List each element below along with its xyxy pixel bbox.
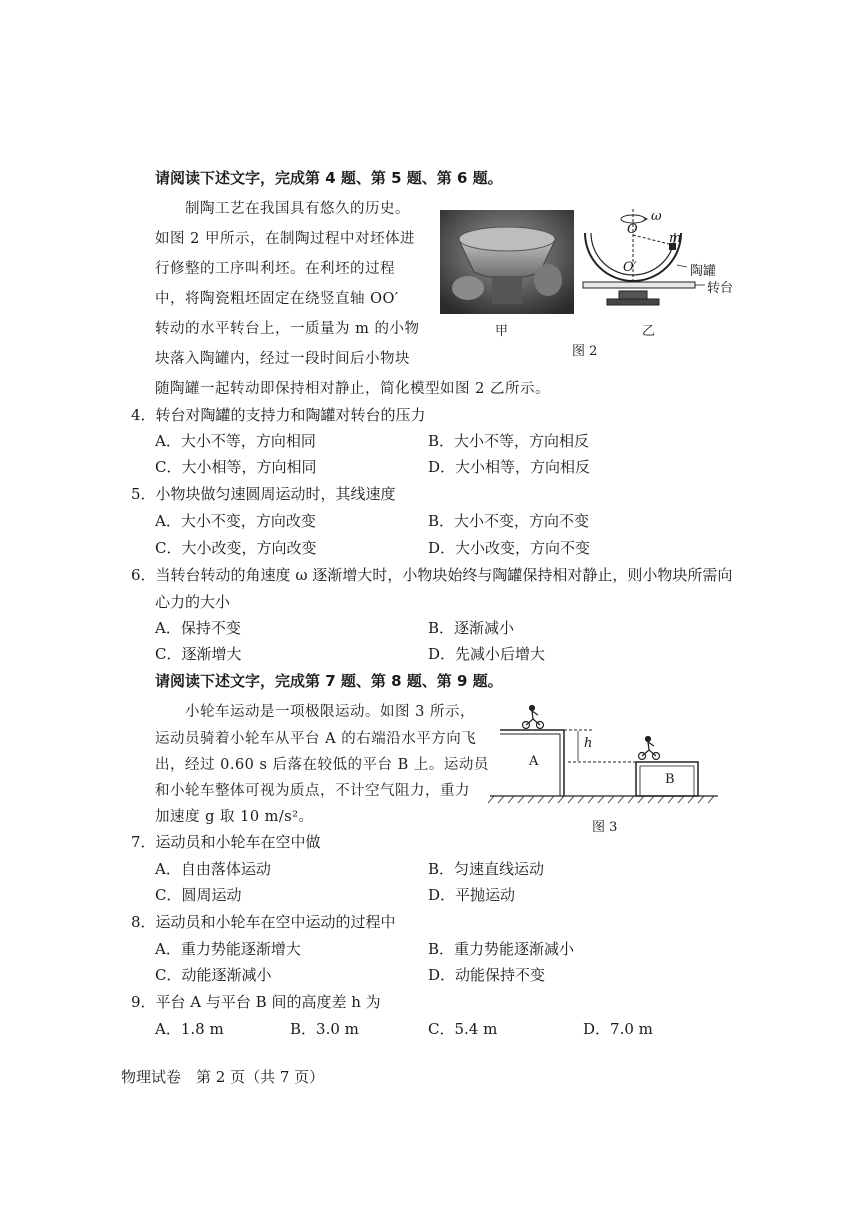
passage-line: 运动员骑着小轮车从平台 A 的右端沿水平方向飞 — [155, 731, 477, 747]
passage-line: 出，经过 0.60 s 后落在较低的平台 B 上。运动员 — [155, 757, 489, 773]
bmx-platform-diagram — [488, 700, 720, 805]
q6-option-b: B．逐渐减小 — [428, 619, 515, 637]
q5-option-c: C．大小改变，方向改变 — [155, 539, 317, 557]
passage-line: 加速度 g 取 10 m/s²。 — [155, 809, 314, 825]
q6-option-d: D．先减小后增大 — [428, 645, 546, 663]
figure2-caption: 图 2 — [572, 344, 598, 359]
section-header-7-9: 请阅读下述文字，完成第 7 题、第 8 题、第 9 题。 — [155, 672, 503, 690]
figure-label-right: 乙 — [642, 324, 656, 339]
q8-option-a: A．重力势能逐渐增大 — [155, 940, 301, 958]
q6-option-a: A．保持不变 — [155, 619, 241, 637]
section-header-4-6: 请阅读下述文字，完成第 4 题、第 5 题、第 6 题。 — [155, 169, 503, 187]
question-9-stem: 9．平台 A 与平台 B 间的高度差 h 为 — [131, 993, 381, 1011]
q7-option-d: D．平抛运动 — [428, 886, 516, 904]
q9-option-a: A．1.8 m — [155, 1020, 224, 1038]
figure3-caption: 图 3 — [592, 820, 618, 835]
platform-a-label: A — [529, 754, 539, 769]
question-7-stem: 7．运动员和小轮车在空中做 — [131, 833, 321, 851]
q4-option-a: A．大小不等，方向相同 — [155, 432, 316, 450]
passage-line: 制陶工艺在我国具有悠久的历史。 — [185, 201, 410, 217]
question-6-stem-cont: 心力的大小 — [155, 593, 231, 611]
figure-label-left: 甲 — [495, 324, 509, 339]
q9-option-d: D．7.0 m — [583, 1020, 653, 1038]
q4-option-c: C．大小相等，方向相同 — [155, 458, 317, 476]
omega-label: ω — [651, 209, 662, 224]
axis-label-O-prime: O′ — [623, 260, 637, 275]
page-footer: 物理试卷 第 2 页（共 7 页） — [121, 1068, 325, 1086]
jar-label: 陶罐 — [690, 264, 717, 279]
height-label: h — [584, 736, 593, 751]
turntable-label: 转台 — [707, 281, 734, 296]
q4-option-b: B．大小不等，方向相反 — [428, 432, 590, 450]
q8-option-d: D．动能保持不变 — [428, 966, 546, 984]
q5-option-d: D．大小改变，方向不变 — [428, 539, 591, 557]
q8-option-b: B．重力势能逐渐减小 — [428, 940, 575, 958]
q9-option-c: C．5.4 m — [428, 1020, 498, 1038]
passage-line: 随陶罐一起转动即保持相对静止，简化模型如图 2 乙所示。 — [155, 381, 550, 397]
passage-line: 如图 2 甲所示，在制陶过程中对坯体进 — [155, 231, 415, 247]
passage-line: 行修整的工序叫利坯。在利坯的过程 — [155, 261, 395, 277]
q8-option-c: C．动能逐渐减小 — [155, 966, 272, 984]
q7-option-b: B．匀速直线运动 — [428, 860, 545, 878]
question-4-stem: 4．转台对陶罐的支持力和陶罐对转台的压力 — [131, 406, 426, 424]
passage-line: 中，将陶瓷粗坯固定在绕竖直轴 OO′ — [155, 291, 399, 307]
question-8-stem: 8．运动员和小轮车在空中运动的过程中 — [131, 913, 396, 931]
passage-line: 和小轮车整体可视为质点，不计空气阻力，重力 — [155, 783, 470, 799]
q7-option-c: C．圆周运动 — [155, 886, 242, 904]
q9-option-b: B．3.0 m — [290, 1020, 359, 1038]
q5-option-b: B．大小不变，方向不变 — [428, 512, 590, 530]
question-5-stem: 5．小物块做匀速圆周运动时，其线速度 — [131, 485, 396, 503]
q4-option-d: D．大小相等，方向相反 — [428, 458, 591, 476]
question-6-stem: 6．当转台转动的角速度 ω 逐渐增大时，小物块始终与陶罐保持相对静止，则小物块所需向 — [131, 566, 733, 584]
mass-label: m — [669, 231, 682, 246]
pottery-photo — [440, 210, 574, 314]
passage-line: 块落入陶罐内，经过一段时间后小物块 — [155, 351, 410, 367]
platform-b-label: B — [665, 772, 675, 787]
passage-line: 转动的水平转台上，一质量为 m 的小物 — [155, 321, 420, 337]
q6-option-c: C．逐渐增大 — [155, 645, 242, 663]
q5-option-a: A．大小不变，方向改变 — [155, 512, 316, 530]
passage-line: 小轮车运动是一项极限运动。如图 3 所示， — [185, 704, 475, 720]
q7-option-a: A．自由落体运动 — [155, 860, 271, 878]
axis-label-O: O — [627, 222, 638, 237]
